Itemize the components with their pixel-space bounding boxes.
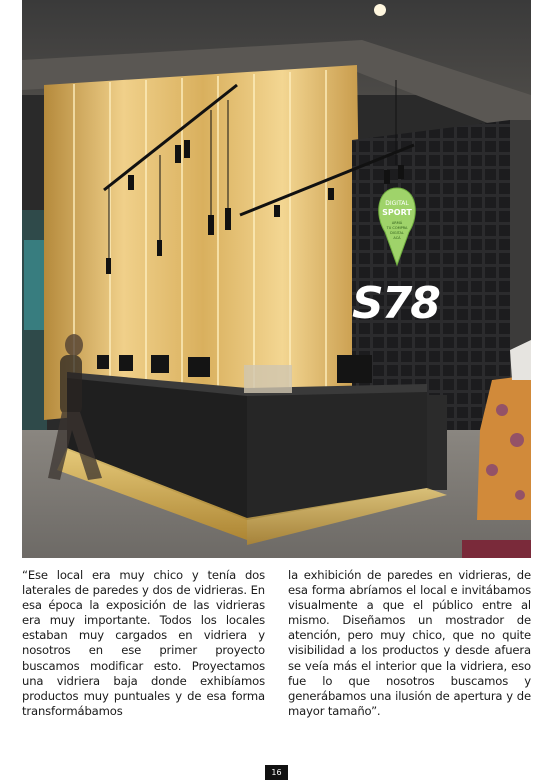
page-number: 16 <box>265 765 288 780</box>
svg-text:SPORT: SPORT <box>382 208 412 217</box>
brand-logo: S78 <box>352 278 439 329</box>
svg-text:ACÁ: ACÁ <box>393 236 401 240</box>
svg-text:ARMÁ: ARMÁ <box>391 221 403 225</box>
store-interior-photo <box>22 0 531 558</box>
grid-wall <box>352 120 510 430</box>
svg-text:DIGITAL: DIGITAL <box>390 231 404 235</box>
article-column-right: la exhibición de paredes en vidrieras, de esa forma abríamos el local e invitábamos visualmente a que el público entre al mismo. Diseñamos un mostrador de atención, pero muy chico, que no quite visibilidad a los productos y desde afuera se veía más el interior que la vidriera, eso fue lo que nosotros buscamos y generábamos una ilusión de apertura y de mayor tamaño”. <box>288 568 531 718</box>
svg-text:DIGITAL: DIGITAL <box>385 200 409 207</box>
svg-text:TU COMPRA: TU COMPRA <box>386 226 408 230</box>
article-column-left: “Ese local era muy chico y tenía dos laterales de paredes y dos de vidrieras. En esa época la exposición de las vidrieras era muy importante. Todos los locales estaban muy cargados en vidriera y nosotros en ese primer proyecto buscamos modificar esto. Proyectamos una vidriera baja donde exhibíamos productos muy puntuales y de esa forma transformábamos <box>22 568 265 718</box>
